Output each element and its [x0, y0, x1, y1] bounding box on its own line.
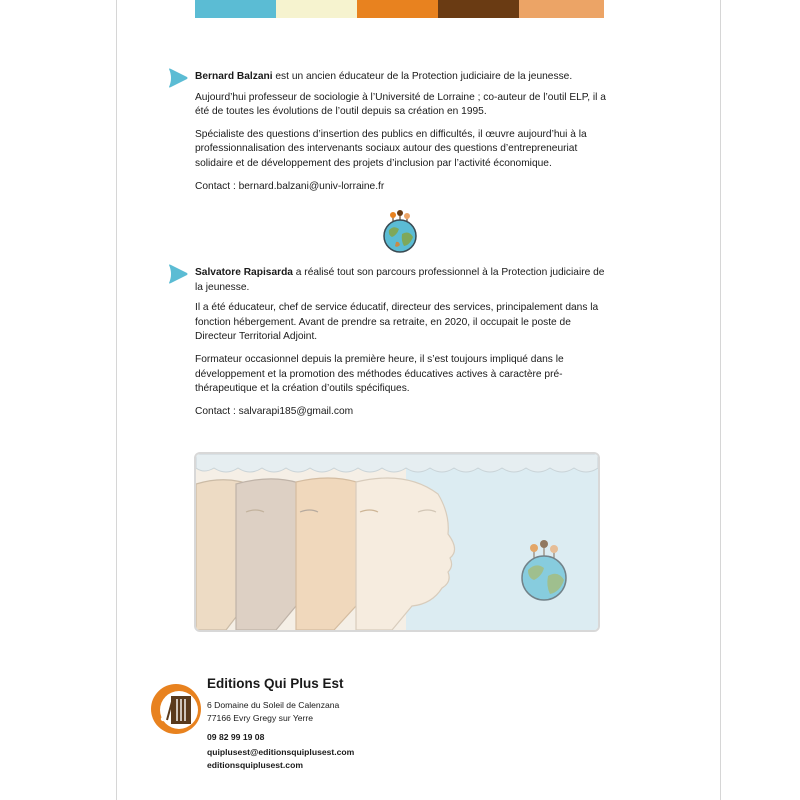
bio-paragraph: Aujourd’hui professeur de sociologie à l’Université de Lorraine ; co-auteur de l’outil ELP, il a été de toutes les évolutions de l’outil depuis sa création en 1995.: [195, 91, 606, 118]
faces-illustration-drawing: [196, 454, 598, 630]
color-band-segment: [276, 0, 357, 18]
author-name: Bernard Balzani: [195, 71, 273, 82]
bio-paragraph: Il a été éducateur, chef de service éducatif, directeur des services, principalement dans la fonction hébergement. Avant de prendre sa retraite, en 2020, il occupait le poste de Directeur Territorial Adjoint.: [195, 302, 599, 343]
play-arrow-icon: [167, 264, 189, 284]
publisher-phone: 09 82 99 19 08: [207, 732, 265, 742]
bio-paragraph: Formateur occasionnel depuis la première heure, il s’est toujours impliqué dans le développement et la promotion des méthodes éducatives actives à caractère pré-thérapeutique et la création d’outils spécifiques.: [195, 353, 564, 395]
publisher-address: 6 Domaine du Soleil de Calenzana 77166 Evry Gregy sur Yerre: [207, 700, 340, 723]
faces-illustration: [194, 452, 600, 632]
bio-paragraph: Spécialiste des questions d’insertion des publics en difficultés, il œuvre aujourd’hui à la professionnalisation des intervenants sociaux autour des questions d’entrepreneuriat solidaire et de développement des projets d’inclusion par l’activité économique.: [195, 128, 587, 169]
author-bio-rapisarda: [195, 266, 611, 427]
publisher-name: Editions Qui Plus Est: [207, 676, 344, 691]
author-name: Salvatore Rapisarda: [195, 267, 293, 278]
author-bio-balzani: [195, 70, 611, 202]
author-contact: Contact : bernard.balzani@univ-lorraine.fr: [195, 180, 385, 192]
publisher-contact: [207, 731, 354, 772]
globe-tree-icon: [380, 210, 420, 254]
publisher-website[interactable]: editionsquiplusest.com: [207, 760, 303, 770]
author-contact: Contact : salvarapi185@gmail.com: [195, 405, 354, 417]
color-band-segment: [195, 0, 276, 18]
color-band-segment: [438, 0, 519, 18]
color-band-segment: [357, 0, 438, 18]
author-intro: Bernard Balzani est un ancien éducateur de la Protection judiciaire de la jeunesse.: [195, 71, 573, 82]
color-band-segment: [519, 0, 604, 18]
book-back-page: [116, 0, 721, 800]
author-intro: Salvatore Rapisarda a réalisé tout son parcours professionnel à la Protection judiciaire de la jeunesse.: [195, 267, 605, 293]
publisher-email[interactable]: quiplusest@editionsquiplusest.com: [207, 747, 355, 757]
play-arrow-icon: [167, 68, 189, 88]
publisher-logo-icon: [149, 682, 203, 736]
